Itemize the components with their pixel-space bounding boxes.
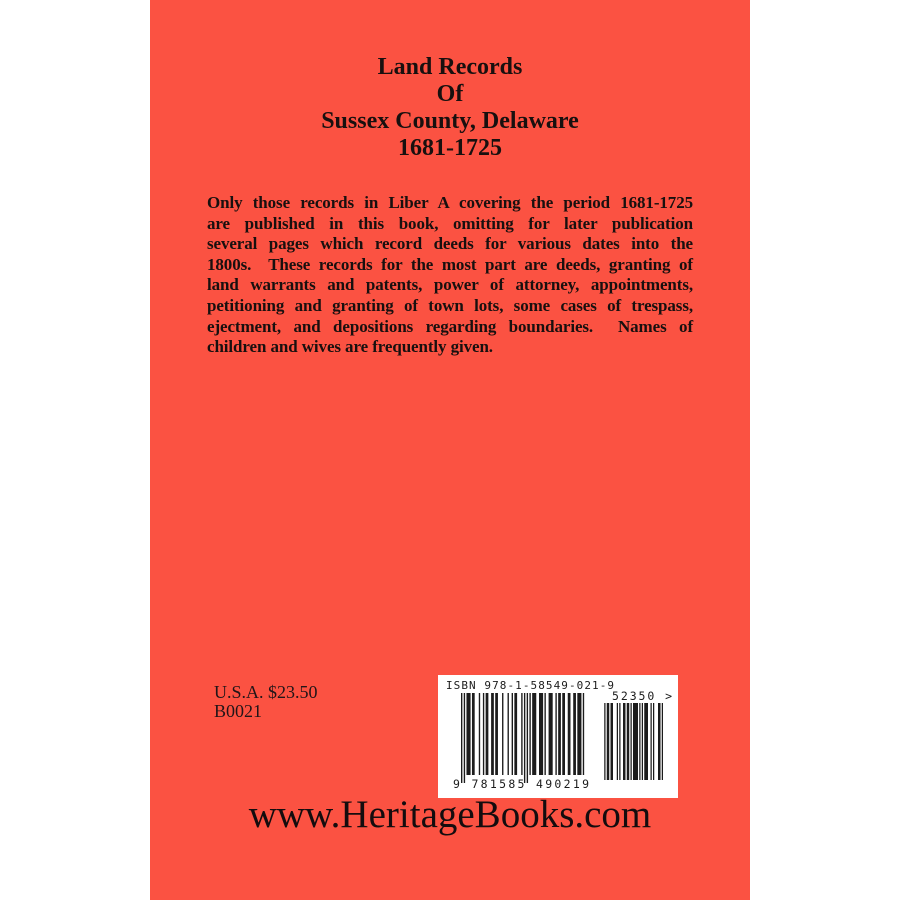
description-line: several pages which record deeds for various dates into the (207, 234, 693, 254)
description-line: petitioning and granting of town lots, some cases of trespass, (207, 295, 693, 315)
barcode-isbn-text: ISBN 978-1-58549-021-9 (446, 679, 614, 692)
price-label: U.S.A. $23.50 (214, 682, 318, 702)
website-url: www.HeritageBooks.com (248, 793, 652, 836)
barcode-svg (438, 675, 678, 798)
title-line: Of (436, 81, 464, 107)
description-line: 1800s. These records for the most part are deeds, granting of (207, 254, 693, 274)
book-cover (150, 0, 750, 900)
description-line: land warrants and patents, power of attorney, appointments, (207, 275, 693, 295)
description-line: are published in this book, omitting for later publication (207, 213, 693, 233)
description-line: Only those records in Liber A covering the period 1681-1725 (207, 193, 693, 212)
description-line: ejectment, and depositions regarding boundaries. Names of (207, 316, 693, 336)
barcode-digits: 9 781585 490219 (453, 777, 589, 791)
addon-bars (604, 703, 663, 780)
price-block (214, 683, 318, 720)
barcode (438, 675, 678, 798)
book-description (207, 193, 693, 358)
ean13-bars (461, 693, 584, 783)
title-line: Land Records (377, 54, 523, 80)
book-title (150, 54, 750, 162)
catalog-number-label: B0021 (214, 700, 263, 721)
title-line: Sussex County, Delaware (321, 108, 579, 134)
title-line: 1681-1725 (398, 135, 502, 161)
description-line: children and wives are frequently given. (207, 337, 493, 357)
barcode-addon-text: 52350 > (612, 689, 672, 703)
